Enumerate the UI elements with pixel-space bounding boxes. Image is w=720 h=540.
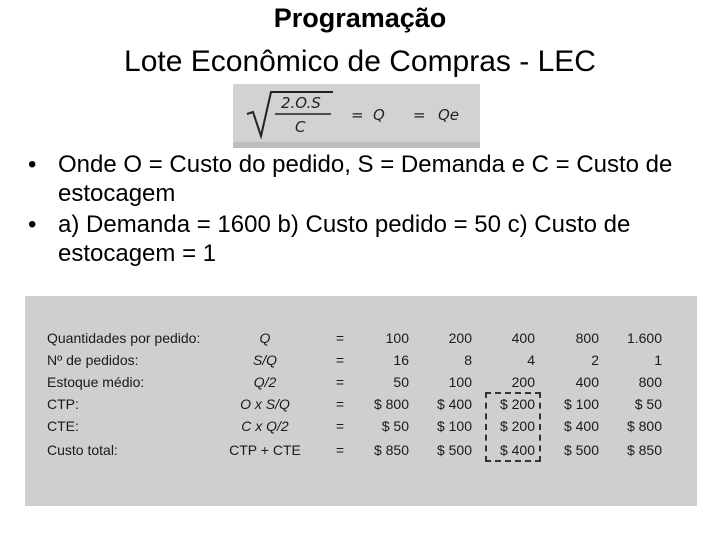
cell-value: 400 [511, 330, 535, 346]
row-equals: = [335, 418, 345, 434]
formula-numerator: 2.O.S [281, 94, 321, 112]
row-label: CTE: [47, 418, 79, 434]
cell-value: 1.600 [626, 330, 662, 346]
cell-value: $ 100 [563, 396, 599, 412]
cell-value: $ 200 [499, 418, 535, 434]
cell-value: $ 850 [373, 442, 409, 458]
formula-equals-1: = [351, 106, 364, 124]
cell-value: $ 800 [373, 396, 409, 412]
cell-value: $ 100 [436, 418, 472, 434]
table-row [25, 442, 697, 464]
row-formula: S/Q [252, 352, 278, 368]
formula-q: Q [373, 106, 385, 124]
row-label: Estoque médio: [47, 374, 145, 390]
bullet-marker: • [28, 151, 37, 178]
table-row [25, 330, 697, 352]
row-label: Custo total: [47, 442, 118, 458]
bullet-text: Onde O = Custo do pedido, S = Demanda e C = Custo de estocagem [58, 151, 673, 207]
row-equals: = [335, 374, 345, 390]
cell-value: $ 50 [381, 418, 409, 434]
row-equals: = [335, 396, 345, 412]
cell-value: 200 [448, 330, 472, 346]
cell-value: $ 400 [436, 396, 472, 412]
formula-denominator: C [295, 118, 306, 136]
table-row [25, 352, 697, 374]
lec-table-image [25, 296, 697, 506]
cell-value: 16 [393, 352, 409, 368]
cell-value: 8 [464, 352, 472, 368]
cell-value: 800 [575, 330, 599, 346]
formula-image [233, 84, 480, 148]
row-equals: = [335, 330, 345, 346]
cell-value: 100 [385, 330, 409, 346]
formula-equals-2: = [413, 106, 426, 124]
cell-value: 800 [638, 374, 662, 390]
row-formula: Q/2 [253, 374, 277, 390]
row-equals: = [335, 442, 345, 458]
row-label: CTP: [47, 396, 79, 412]
table-row [25, 396, 697, 418]
row-formula: Q [259, 330, 271, 346]
cell-value: 1 [654, 352, 662, 368]
page-subtitle: Lote Econômico de Compras - LEC [124, 45, 596, 78]
cell-value: $ 200 [499, 396, 535, 412]
table-row [25, 418, 697, 440]
row-equals: = [335, 352, 345, 368]
bullet-item [28, 150, 708, 208]
bullet-item [28, 210, 708, 268]
cell-value: $ 500 [436, 442, 472, 458]
cell-value: 100 [448, 374, 472, 390]
page-title: Programação [273, 3, 447, 33]
formula-sqrt-graphic [233, 84, 480, 148]
bullet-text: a) Demanda = 1600 b) Custo pedido = 50 c) Custo de estocagem = 1 [58, 211, 631, 267]
cell-value: $ 50 [634, 396, 662, 412]
cell-value: $ 500 [563, 442, 599, 458]
row-label: Nº de pedidos: [47, 352, 139, 368]
cell-value: 2 [591, 352, 599, 368]
cell-value: $ 400 [499, 442, 535, 458]
cell-value: 50 [393, 374, 409, 390]
cell-value: $ 850 [626, 442, 662, 458]
formula-qe: Qe [438, 106, 460, 124]
cell-value: $ 400 [563, 418, 599, 434]
cell-value: 400 [575, 374, 599, 390]
cell-value: 200 [511, 374, 535, 390]
row-formula: C x Q/2 [241, 418, 289, 434]
table-row [25, 374, 697, 396]
row-label: Quantidades por pedido: [47, 330, 201, 346]
bullet-list [28, 150, 708, 270]
row-formula: O x S/Q [240, 396, 290, 412]
cell-value: $ 800 [626, 418, 662, 434]
bullet-marker: • [28, 211, 37, 238]
row-formula: CTP + CTE [229, 442, 301, 458]
cell-value: 4 [527, 352, 535, 368]
